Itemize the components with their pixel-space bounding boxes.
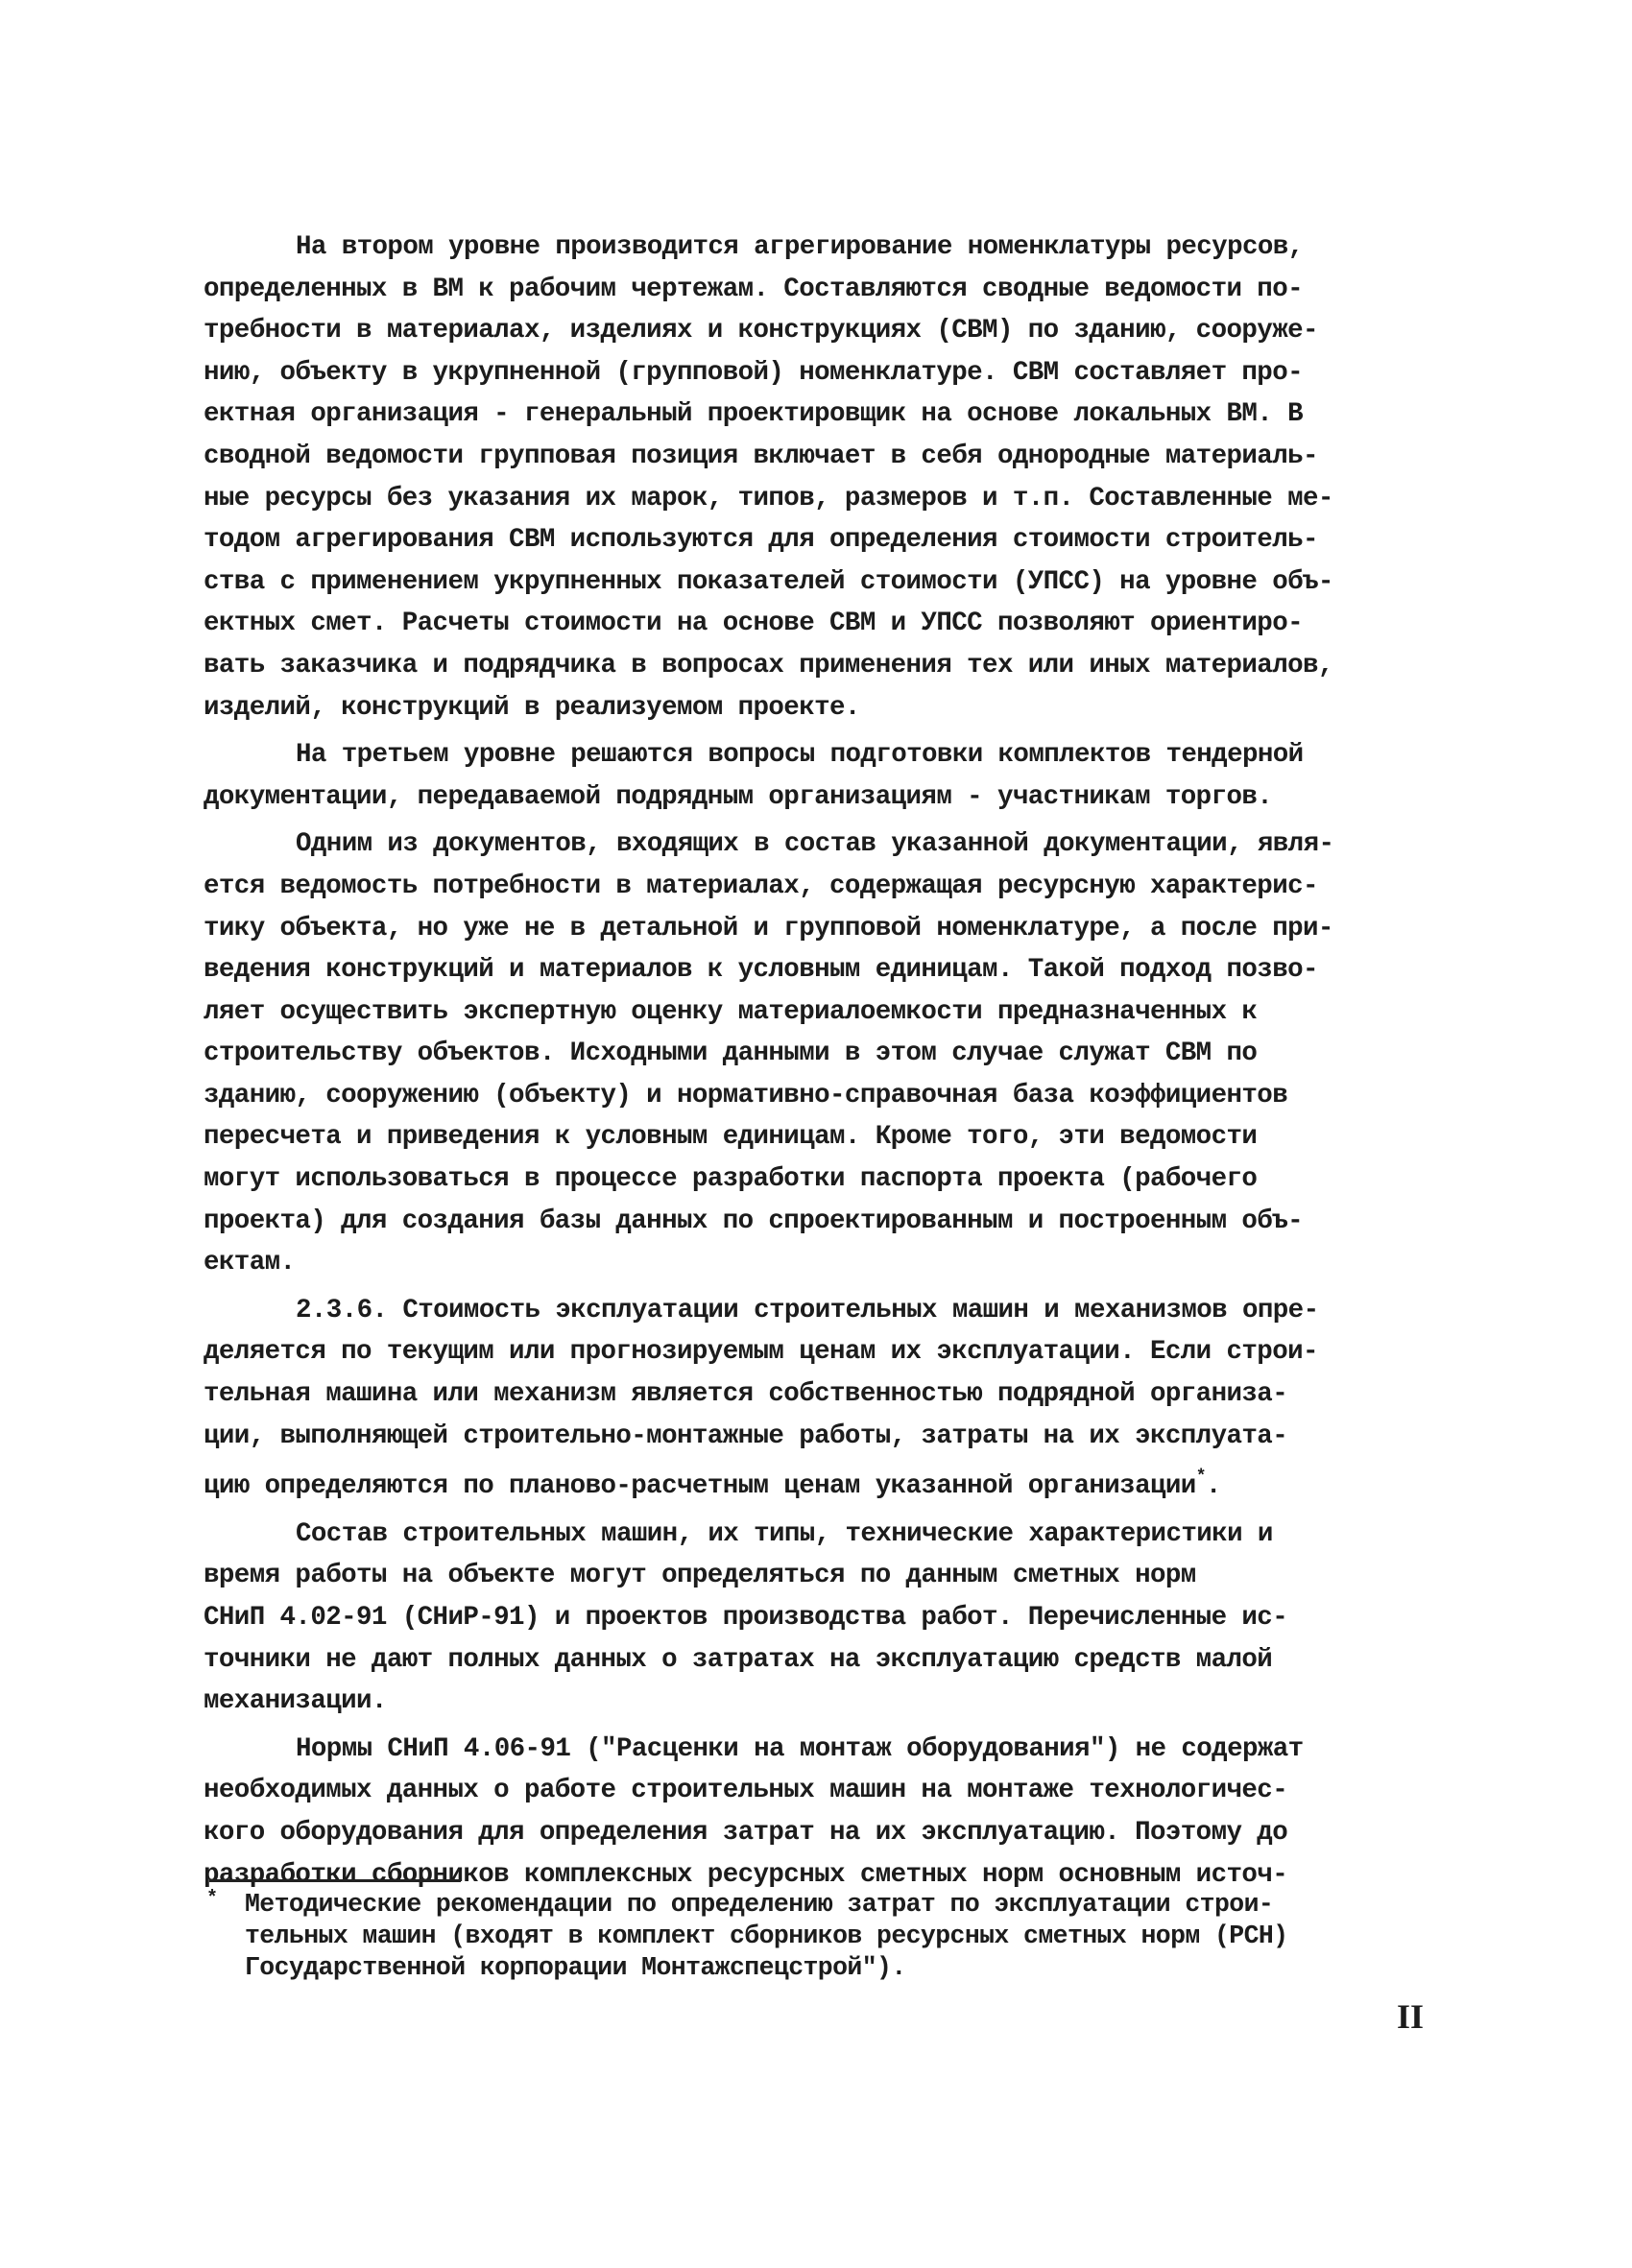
text-line: время работы на объекте могут определяться по данным сметных норм xyxy=(204,1561,1196,1591)
text-line: зданию, сооружению (объекту) и нормативно-справочная база коэффициентов xyxy=(204,1080,1288,1110)
text-line: механизации. xyxy=(204,1686,387,1717)
text-line: изделий, конструкций в реализуемом проекте. xyxy=(204,692,860,723)
paragraph-documents xyxy=(204,824,1452,1284)
text-line: точники не дают полных данных о затратах на эксплуатацию средств малой xyxy=(204,1644,1273,1675)
text-line: могут использоваться в процессе разработки паспорта проекта (рабочего xyxy=(204,1164,1258,1195)
text-line-with-footnote xyxy=(204,1457,1452,1508)
footnote-mark: * xyxy=(206,1888,218,1910)
text-line: ется ведомость потребности в материалах, содержащая ресурсную характерис- xyxy=(204,871,1318,901)
footnote-line: тельных машин (входят в комплект сборников ресурсных сметных норм (РСН) xyxy=(245,1922,1288,1950)
page-number: II xyxy=(1397,1997,1425,2036)
text-line: Нормы СНиП 4.06-91 ("Расценки на монтаж оборудования") не содержат xyxy=(296,1733,1304,1764)
text-line: деляется по текущим или прогнозируемым ценам их эксплуатации. Если строи- xyxy=(204,1337,1318,1368)
text-line: сводной ведомости групповая позиция включает в себя однородные материаль- xyxy=(204,441,1318,471)
text-line: Одним из документов, входящих в состав указанной документации, явля- xyxy=(296,829,1334,860)
text-line: ства с применением укрупненных показателей стоимости (УПСС) на уровне объ- xyxy=(204,566,1333,597)
text-line: определенных в ВМ к рабочим чертежам. Составляются сводные ведомости по- xyxy=(204,274,1303,304)
text-line: ведения конструкций и материалов к условным единицам. Такой подход позво- xyxy=(204,955,1318,986)
text-line: На втором уровне производится агрегирование номенклатуры ресурсов, xyxy=(296,232,1304,262)
paragraph-2-3-6 xyxy=(204,1290,1452,1508)
footnote-reference: * xyxy=(1195,1468,1206,1488)
footnote-line: Методические рекомендации по определению затрат по эксплуатации строи- xyxy=(245,1890,1274,1919)
text-line: необходимых данных о работе строительных машин на монтаже технологичес- xyxy=(204,1776,1288,1806)
text-line: вать заказчика и подрядчика в вопросах применения тех или иных материалов, xyxy=(204,650,1333,680)
text-line: ектная организация - генеральный проектировщик на основе локальных ВМ. В xyxy=(204,399,1303,430)
paragraph-snip-norms xyxy=(204,1729,1452,1896)
text-line: кого оборудования для определения затрат на их эксплуатацию. Поэтому до xyxy=(204,1817,1288,1848)
footnote xyxy=(206,1889,1454,1984)
text-line: СНиП 4.02-91 (СНиР-91) и проектов производства работ. Перечисленные ис- xyxy=(204,1603,1288,1633)
text-line: 2.3.6. Стоимость эксплуатации строительных машин и механизмов опре- xyxy=(296,1295,1319,1325)
text-line: тику объекта, но уже не в детальной и групповой номенклатуре, а после при- xyxy=(204,913,1333,943)
paragraph-second-level xyxy=(204,227,1452,728)
text-line: На третьем уровне решаются вопросы подготовки комплектов тендерной xyxy=(296,740,1304,771)
footnote-divider xyxy=(209,1879,461,1882)
text-line: тодом агрегирования СВМ используются для определения стоимости строитель- xyxy=(204,525,1318,556)
main-text xyxy=(204,227,1452,1896)
text-line: ляет осуществить экспертную оценку материалоемкости предназначенных к xyxy=(204,996,1258,1027)
text-line: цию определяются по планово-расчетным ценам указанной организации xyxy=(204,1471,1196,1502)
paragraph-machine-composition xyxy=(204,1514,1452,1723)
text-line: разработки сборников комплексных ресурсных сметных норм основным источ- xyxy=(204,1859,1288,1890)
paragraph-third-level xyxy=(204,734,1452,818)
text-line: нию, объекту в укрупненной (групповой) номенклатуре. СВМ составляет про- xyxy=(204,357,1303,388)
text-line: ектам. xyxy=(204,1248,296,1278)
text-line: тельная машина или механизм является собственностью подрядной организа- xyxy=(204,1379,1288,1410)
footnote-text xyxy=(206,1889,1454,1984)
text-line: проекта) для создания базы данных по спроектированным и построенным объ- xyxy=(204,1206,1303,1236)
text-line: ектных смет. Расчеты стоимости на основе СВМ и УПСС позволяют ориентиро- xyxy=(204,609,1303,639)
text-line: Состав строительных машин, их типы, технические характеристики и xyxy=(296,1518,1273,1549)
text-line: строительству объектов. Исходными данными в этом случае служат СВМ по xyxy=(204,1039,1258,1069)
text-line: ные ресурсы без указания их марок, типов, размеров и т.п. Составленные ме- xyxy=(204,483,1333,513)
footnote-line: Государственной корпорации Монтажспецстрой"). xyxy=(245,1953,906,1982)
text-line: требности в материалах, изделиях и конструкциях (СВМ) по зданию, сооруже- xyxy=(204,316,1318,346)
text-line: пересчета и приведения к условным единицам. Кроме того, эти ведомости xyxy=(204,1122,1258,1153)
text-line: ции, выполняющей строительно-монтажные работы, затраты на их эксплуата- xyxy=(204,1420,1288,1451)
sentence-end: . xyxy=(1205,1471,1221,1502)
text-line: документации, передаваемой подрядным организациям - участникам торгов. xyxy=(204,781,1273,812)
